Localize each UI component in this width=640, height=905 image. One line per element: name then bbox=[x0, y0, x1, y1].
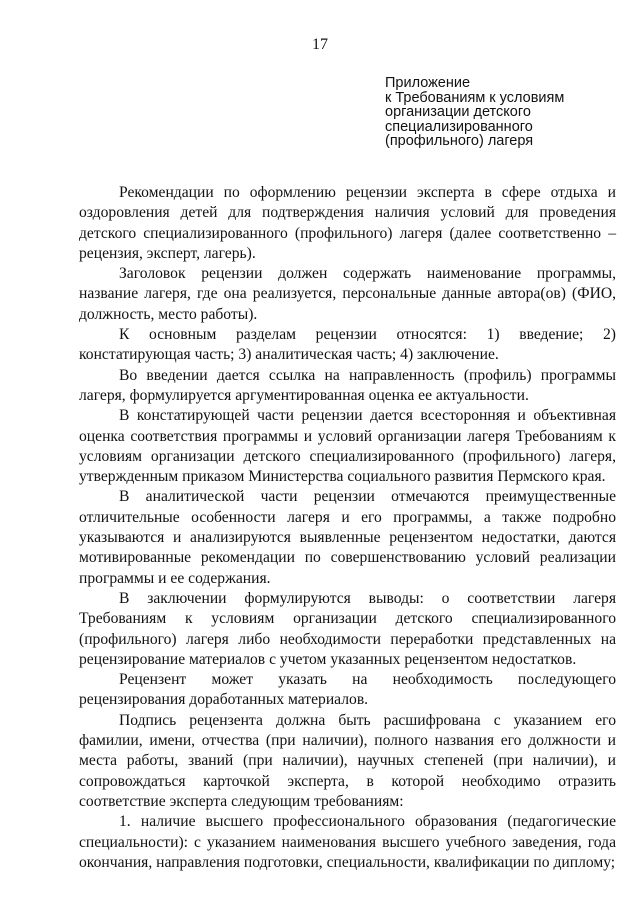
appendix-header bbox=[385, 76, 625, 149]
paragraph-stating-part: В констатирующей части рецензии дается всесторонняя и объективная оценка соответствия программы и условий организации лагеря Требованиям к условиям организации детского специализированного (профильного) лагеря, утвержденным приказом Министерства социального развития Пермского края. bbox=[79, 407, 616, 486]
appendix-line: к Требованиям к условиям bbox=[385, 89, 565, 106]
appendix-line: организации детского bbox=[385, 104, 531, 120]
paragraph-title-requirements: Заголовок рецензии должен содержать наименование программы, название лагеря, где она реализуется, персональные данные автора(ов) (ФИО, должность, место работы). bbox=[79, 265, 616, 323]
appendix-line: специализированного bbox=[385, 118, 533, 135]
paragraph-conclusion: В заключении формулируются выводы: о соответствии лагеря Требованиям к условиям организации детского специализированного (профильного) лагеря либо необходимости переработки представленных на рецензирование материалов с учетом указанных рецензентом недостатков. bbox=[79, 589, 616, 668]
document-body bbox=[79, 183, 616, 873]
paragraph-introduction: Во введении дается ссылка на направленность (профиль) программы лагеря, формулируется аргументированная оценка ее актуальности. bbox=[79, 366, 616, 404]
list-item-education: 1. наличие высшего профессионального образования (педагогические специальности): с указанием наименования высшего учебного заведения, года окончания, направления подготовки, специальности, квалификации по диплому; bbox=[79, 813, 616, 871]
paragraph-follow-up: Рецензент может указать на необходимость последующего рецензирования доработанных материалов. bbox=[79, 671, 616, 709]
page-number: 17 bbox=[312, 36, 328, 53]
appendix-line: (профильного) лагеря bbox=[385, 133, 534, 149]
paragraph-analytical-part: В аналитической части рецензии отмечаются преимущественные отличительные особенности лагеря и его программы, а также подробно указываются и анализируются выявленные рецензентом недостатки, даются мотивированные рекомендации по совершенствованию условий реализации программы и ее содержания. bbox=[79, 488, 616, 587]
paragraph-sections: К основным разделам рецензии относятся: 1) введение; 2) констатирующая часть; 3) аналитическая часть; 4) заключение. bbox=[79, 326, 616, 364]
paragraph-signature: Подпись рецензента должна быть расшифрована с указанием его фамилии, имени, отчества (при наличии), полного названия его должности и места работы, званий (при наличии), научных степеней (при наличии), и сопровождаться карточкой эксперта, в которой необходимо отразить соответствие эксперта следующим требованиям: bbox=[79, 711, 616, 810]
paragraph-intro: Рекомендации по оформлению рецензии эксперта в сфере отдыха и оздоровления детей для подтверждения наличия условий для проведения детского специализированного (профильного) лагеря (далее соответственно – рецензия, эксперт, лагерь). bbox=[79, 184, 616, 262]
appendix-line: Приложение bbox=[385, 75, 471, 91]
